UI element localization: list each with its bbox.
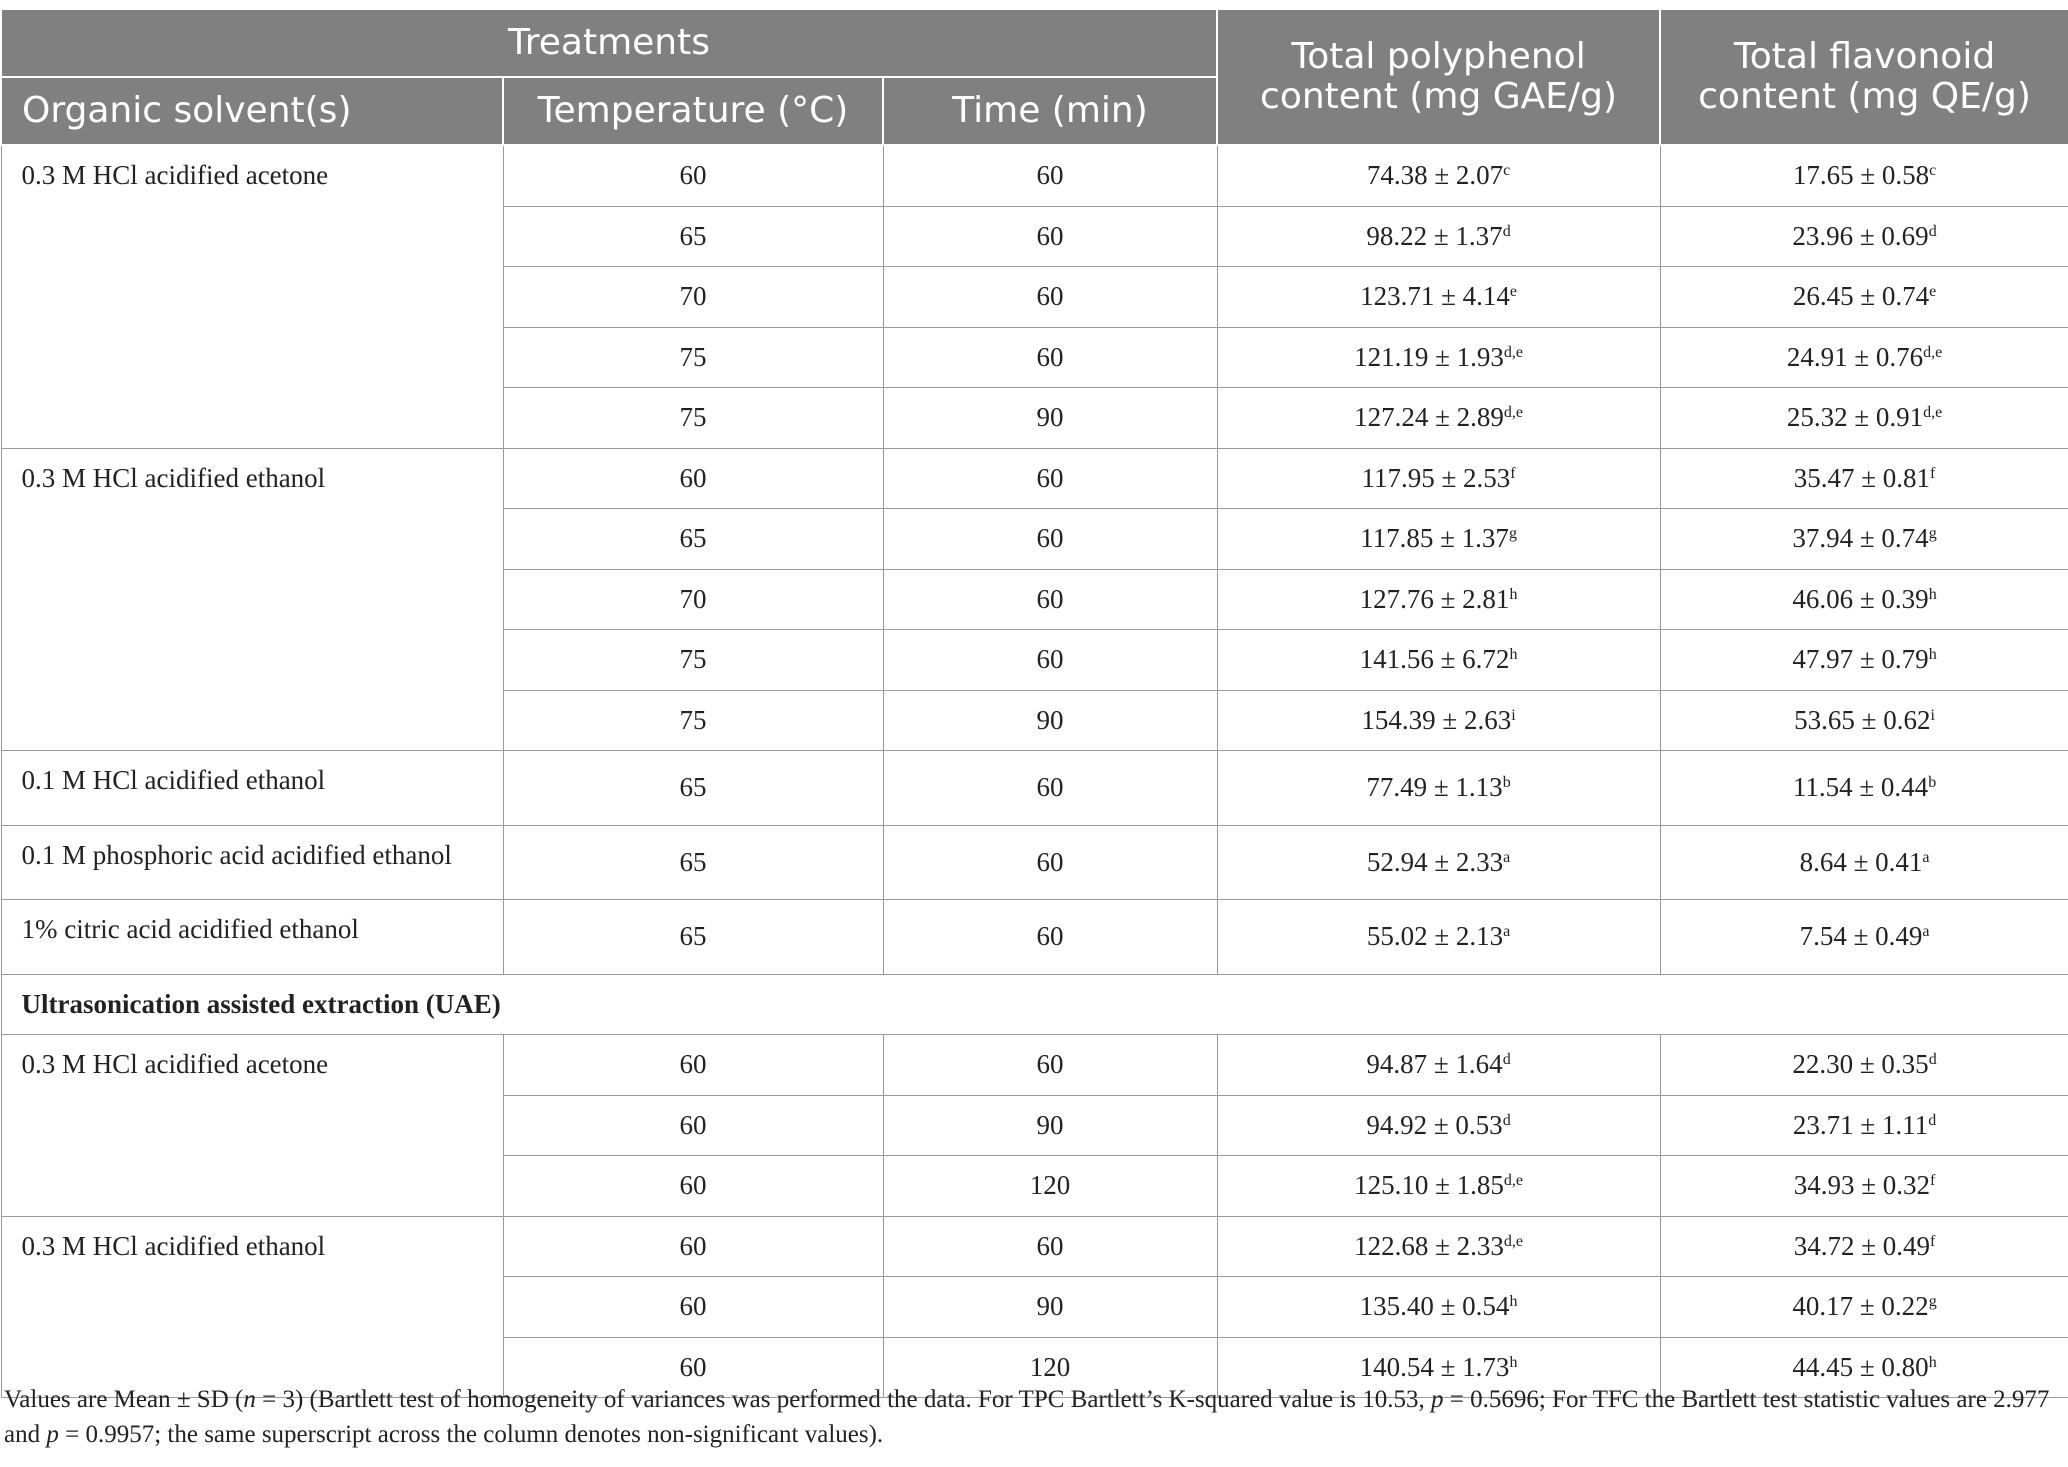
tfc-cell-superscript: b xyxy=(1928,774,1937,792)
tfc-cell xyxy=(1660,267,2068,328)
temperature-header: Temperature (°C) xyxy=(503,77,883,145)
temperature-cell: 60 xyxy=(503,145,883,206)
tpc-cell-value: 127.24 ± 2.89 xyxy=(1354,402,1504,433)
temperature-cell: 75 xyxy=(503,327,883,388)
tpc-cell-value: 123.71 ± 4.14 xyxy=(1360,281,1510,312)
temperature-cell: 65 xyxy=(503,900,883,975)
temperature-cell: 60 xyxy=(503,1156,883,1217)
tfc-cell xyxy=(1660,388,2068,449)
tpc-cell-superscript: h xyxy=(1509,1293,1518,1311)
organic-solvent-cell: 0.3 M HCl acidified acetone xyxy=(1,145,503,448)
temperature-cell: 75 xyxy=(503,388,883,449)
tfc-cell-superscript: g xyxy=(1928,1293,1937,1311)
tfc-cell-superscript: g xyxy=(1928,525,1937,543)
table-footnote xyxy=(4,1382,2064,1452)
temperature-cell: 60 xyxy=(503,1337,883,1398)
temperature-cell: 75 xyxy=(503,690,883,751)
tpc-cell-value: 117.85 ± 1.37 xyxy=(1360,523,1509,554)
uae-section-heading: Ultrasonication assisted extraction (UAE) xyxy=(1,974,2068,1035)
tfc-cell-value: 25.32 ± 0.91 xyxy=(1786,402,1924,433)
tpc-cell xyxy=(1217,1035,1660,1096)
time-cell: 60 xyxy=(883,900,1217,975)
tfc-cell-value: 23.71 ± 1.11 xyxy=(1792,1109,1929,1140)
time-cell: 60 xyxy=(883,751,1217,826)
tpc-cell-value: 94.92 ± 0.53 xyxy=(1366,1109,1503,1140)
tfc-cell-value: 40.17 ± 0.22 xyxy=(1792,1291,1929,1322)
tpc-cell xyxy=(1217,388,1660,449)
tfc-cell-value: 53.65 ± 0.62 xyxy=(1794,704,1931,735)
tfc-cell-value: 24.91 ± 0.76 xyxy=(1786,341,1924,372)
tpc-cell-value: 127.76 ± 2.81 xyxy=(1359,583,1510,614)
tfc-cell xyxy=(1660,1156,2068,1217)
tfc-cell-superscript: d xyxy=(1928,1111,1937,1129)
tpc-cell xyxy=(1217,206,1660,267)
tpc-cell-superscript: d,e xyxy=(1503,343,1523,361)
tpc-cell xyxy=(1217,1216,1660,1277)
tfc-cell xyxy=(1660,327,2068,388)
temperature-cell: 65 xyxy=(503,825,883,900)
tpc-cell-value: 55.02 ± 2.13 xyxy=(1366,921,1504,952)
footnote-p-symbol: p xyxy=(1431,1386,1444,1413)
tpc-cell-superscript: b xyxy=(1502,774,1511,792)
tfc-header: Total flavonoid content (mg QE/g) xyxy=(1660,9,2068,145)
footnote-text: = 0.5696; For TFC the Bartlett test statistic values are 2.977 and xyxy=(4,1386,2050,1448)
table-row xyxy=(1,448,2068,509)
tpc-cell-value: 77.49 ± 1.13 xyxy=(1366,772,1503,803)
results-table xyxy=(0,8,2068,1398)
tfc-cell xyxy=(1660,630,2068,691)
tfc-cell-value: 17.65 ± 0.58 xyxy=(1792,160,1930,191)
table-container xyxy=(0,8,2068,1398)
temperature-cell: 65 xyxy=(503,509,883,570)
temperature-cell: 60 xyxy=(503,1277,883,1338)
tfc-cell xyxy=(1660,751,2068,826)
table-row xyxy=(1,900,2068,975)
tpc-cell xyxy=(1217,630,1660,691)
time-cell: 90 xyxy=(883,1277,1217,1338)
tpc-cell-superscript: h xyxy=(1509,585,1518,603)
tpc-cell-superscript: d xyxy=(1502,1051,1511,1069)
tpc-cell-superscript: f xyxy=(1510,464,1516,482)
time-cell: 60 xyxy=(883,509,1217,570)
tpc-cell-value: 140.54 ± 1.73 xyxy=(1359,1351,1510,1382)
footnote-n-symbol: n xyxy=(243,1386,256,1413)
tfc-cell-superscript: a xyxy=(1922,923,1930,941)
tpc-cell xyxy=(1217,751,1660,826)
tpc-cell-superscript: a xyxy=(1503,848,1511,866)
time-cell: 120 xyxy=(883,1156,1217,1217)
tpc-cell-value: 125.10 ± 1.85 xyxy=(1354,1170,1504,1201)
tfc-cell xyxy=(1660,448,2068,509)
tpc-cell-value: 141.56 ± 6.72 xyxy=(1359,644,1510,675)
organic-solvent-header: Organic solvent(s) xyxy=(1,77,503,145)
temperature-cell: 70 xyxy=(503,569,883,630)
tfc-cell xyxy=(1660,1216,2068,1277)
tfc-cell-superscript: d,e xyxy=(1923,404,1943,422)
temperature-cell: 75 xyxy=(503,630,883,691)
tfc-cell xyxy=(1660,145,2068,206)
time-cell: 60 xyxy=(883,630,1217,691)
time-header: Time (min) xyxy=(883,77,1217,145)
tpc-cell-superscript: d,e xyxy=(1503,404,1523,422)
tpc-cell-value: 52.94 ± 2.33 xyxy=(1366,846,1504,877)
tpc-cell xyxy=(1217,145,1660,206)
tfc-cell xyxy=(1660,206,2068,267)
temperature-cell: 65 xyxy=(503,206,883,267)
tpc-cell-superscript: a xyxy=(1503,923,1511,941)
tpc-cell xyxy=(1217,327,1660,388)
table-header xyxy=(1,9,2068,145)
tpc-cell xyxy=(1217,267,1660,328)
tfc-cell-superscript: f xyxy=(1930,464,1936,482)
tfc-cell-superscript: a xyxy=(1922,848,1930,866)
time-cell: 60 xyxy=(883,267,1217,328)
footnote-text: = 3) (Bartlett test of homogeneity of variances was performed the data. For TPC Bartlett’s K-squared value is 10.53, xyxy=(255,1386,1431,1413)
tfc-cell-superscript: c xyxy=(1929,162,1937,180)
section-row xyxy=(1,974,2068,1035)
tfc-cell xyxy=(1660,690,2068,751)
tfc-cell-superscript: h xyxy=(1928,1353,1937,1371)
tpc-cell-value: 94.87 ± 1.64 xyxy=(1366,1049,1503,1080)
organic-solvent-cell: 0.3 M HCl acidified ethanol xyxy=(1,1216,503,1398)
tfc-cell xyxy=(1660,1095,2068,1156)
temperature-cell: 60 xyxy=(503,448,883,509)
tpc-cell-value: 117.95 ± 2.53 xyxy=(1361,462,1511,493)
tfc-cell-superscript: h xyxy=(1928,646,1937,664)
tfc-cell-value: 7.54 ± 0.49 xyxy=(1799,921,1923,952)
tfc-cell-value: 8.64 ± 0.41 xyxy=(1799,846,1923,877)
tpc-cell xyxy=(1217,448,1660,509)
organic-solvent-cell: 0.3 M HCl acidified acetone xyxy=(1,1035,503,1217)
tpc-cell-superscript: h xyxy=(1509,646,1518,664)
time-cell: 90 xyxy=(883,1095,1217,1156)
tpc-cell-value: 154.39 ± 2.63 xyxy=(1361,704,1512,735)
tfc-cell xyxy=(1660,569,2068,630)
table-row xyxy=(1,1035,2068,1096)
table-row xyxy=(1,145,2068,206)
tfc-cell xyxy=(1660,825,2068,900)
tfc-cell-superscript: f xyxy=(1930,1172,1936,1190)
tfc-cell-superscript: h xyxy=(1928,585,1937,603)
tfc-cell-value: 26.45 ± 0.74 xyxy=(1792,281,1930,312)
organic-solvent-cell: 1% citric acid acidified ethanol xyxy=(1,900,503,975)
tpc-cell-superscript: d,e xyxy=(1503,1232,1523,1250)
time-cell: 60 xyxy=(883,1035,1217,1096)
tpc-cell xyxy=(1217,1277,1660,1338)
tpc-header: Total polyphenol content (mg GAE/g) xyxy=(1217,9,1660,145)
tpc-cell-value: 121.19 ± 1.93 xyxy=(1354,341,1504,372)
tpc-cell-value: 135.40 ± 0.54 xyxy=(1359,1291,1510,1322)
tpc-cell-superscript: g xyxy=(1508,525,1517,543)
tfc-cell-value: 44.45 ± 0.80 xyxy=(1792,1351,1929,1382)
time-cell: 90 xyxy=(883,388,1217,449)
organic-solvent-cell: 0.1 M HCl acidified ethanol xyxy=(1,751,503,826)
tfc-cell-superscript: d xyxy=(1928,222,1937,240)
tpc-cell xyxy=(1217,900,1660,975)
time-cell: 60 xyxy=(883,206,1217,267)
table-row xyxy=(1,751,2068,826)
tfc-cell-superscript: i xyxy=(1930,706,1935,724)
tfc-cell xyxy=(1660,1277,2068,1338)
tpc-cell xyxy=(1217,1095,1660,1156)
tpc-cell-superscript: d,e xyxy=(1503,1172,1523,1190)
time-cell: 60 xyxy=(883,448,1217,509)
footnote-p-symbol: p xyxy=(46,1421,59,1448)
footnote-text: Values are Mean ± SD ( xyxy=(4,1386,244,1413)
tpc-cell-value: 98.22 ± 1.37 xyxy=(1366,220,1503,251)
tpc-cell xyxy=(1217,825,1660,900)
table-row xyxy=(1,825,2068,900)
tfc-cell xyxy=(1660,900,2068,975)
tfc-cell-value: 11.54 ± 0.44 xyxy=(1792,772,1929,803)
table-body xyxy=(1,145,2068,1398)
time-cell: 60 xyxy=(883,825,1217,900)
organic-solvent-cell: 0.1 M phosphoric acid acidified ethanol xyxy=(1,825,503,900)
tfc-cell-value: 34.72 ± 0.49 xyxy=(1793,1230,1931,1261)
tpc-cell-superscript: h xyxy=(1509,1353,1518,1371)
tfc-cell-value: 22.30 ± 0.35 xyxy=(1792,1049,1929,1080)
tfc-cell-value: 34.93 ± 0.32 xyxy=(1793,1170,1931,1201)
organic-solvent-cell: 0.3 M HCl acidified ethanol xyxy=(1,448,503,751)
temperature-cell: 60 xyxy=(503,1216,883,1277)
table-row xyxy=(1,1216,2068,1277)
tfc-cell-value: 35.47 ± 0.81 xyxy=(1793,462,1931,493)
time-cell: 60 xyxy=(883,1216,1217,1277)
treatments-header: Treatments xyxy=(1,9,1217,77)
time-cell: 60 xyxy=(883,327,1217,388)
tpc-cell-value: 74.38 ± 2.07 xyxy=(1366,160,1504,191)
tpc-cell xyxy=(1217,1156,1660,1217)
tfc-cell-superscript: d xyxy=(1928,1051,1937,1069)
temperature-cell: 65 xyxy=(503,751,883,826)
time-cell: 60 xyxy=(883,145,1217,206)
tpc-cell-value: 122.68 ± 2.33 xyxy=(1354,1230,1504,1261)
temperature-cell: 60 xyxy=(503,1095,883,1156)
tfc-cell-value: 47.97 ± 0.79 xyxy=(1792,644,1929,675)
tpc-cell-superscript: c xyxy=(1503,162,1511,180)
tpc-cell xyxy=(1217,509,1660,570)
time-cell: 120 xyxy=(883,1337,1217,1398)
tpc-cell xyxy=(1217,690,1660,751)
tpc-cell-superscript: d xyxy=(1502,1111,1511,1129)
tpc-cell-superscript: e xyxy=(1509,283,1517,301)
tfc-cell-value: 37.94 ± 0.74 xyxy=(1792,523,1929,554)
tpc-cell xyxy=(1217,569,1660,630)
tfc-cell-value: 46.06 ± 0.39 xyxy=(1792,583,1929,614)
tpc-cell-superscript: d xyxy=(1502,222,1511,240)
tfc-cell xyxy=(1660,1035,2068,1096)
footnote-text: = 0.9957; the same superscript across the column denotes non-significant values). xyxy=(58,1421,884,1448)
tfc-cell-superscript: e xyxy=(1929,283,1937,301)
time-cell: 90 xyxy=(883,690,1217,751)
tfc-cell-superscript: f xyxy=(1930,1232,1936,1250)
tfc-cell-value: 23.96 ± 0.69 xyxy=(1792,220,1929,251)
temperature-cell: 70 xyxy=(503,267,883,328)
time-cell: 60 xyxy=(883,569,1217,630)
tfc-cell xyxy=(1660,509,2068,570)
tpc-cell-superscript: i xyxy=(1511,706,1516,724)
temperature-cell: 60 xyxy=(503,1035,883,1096)
tfc-cell-superscript: d,e xyxy=(1923,343,1943,361)
